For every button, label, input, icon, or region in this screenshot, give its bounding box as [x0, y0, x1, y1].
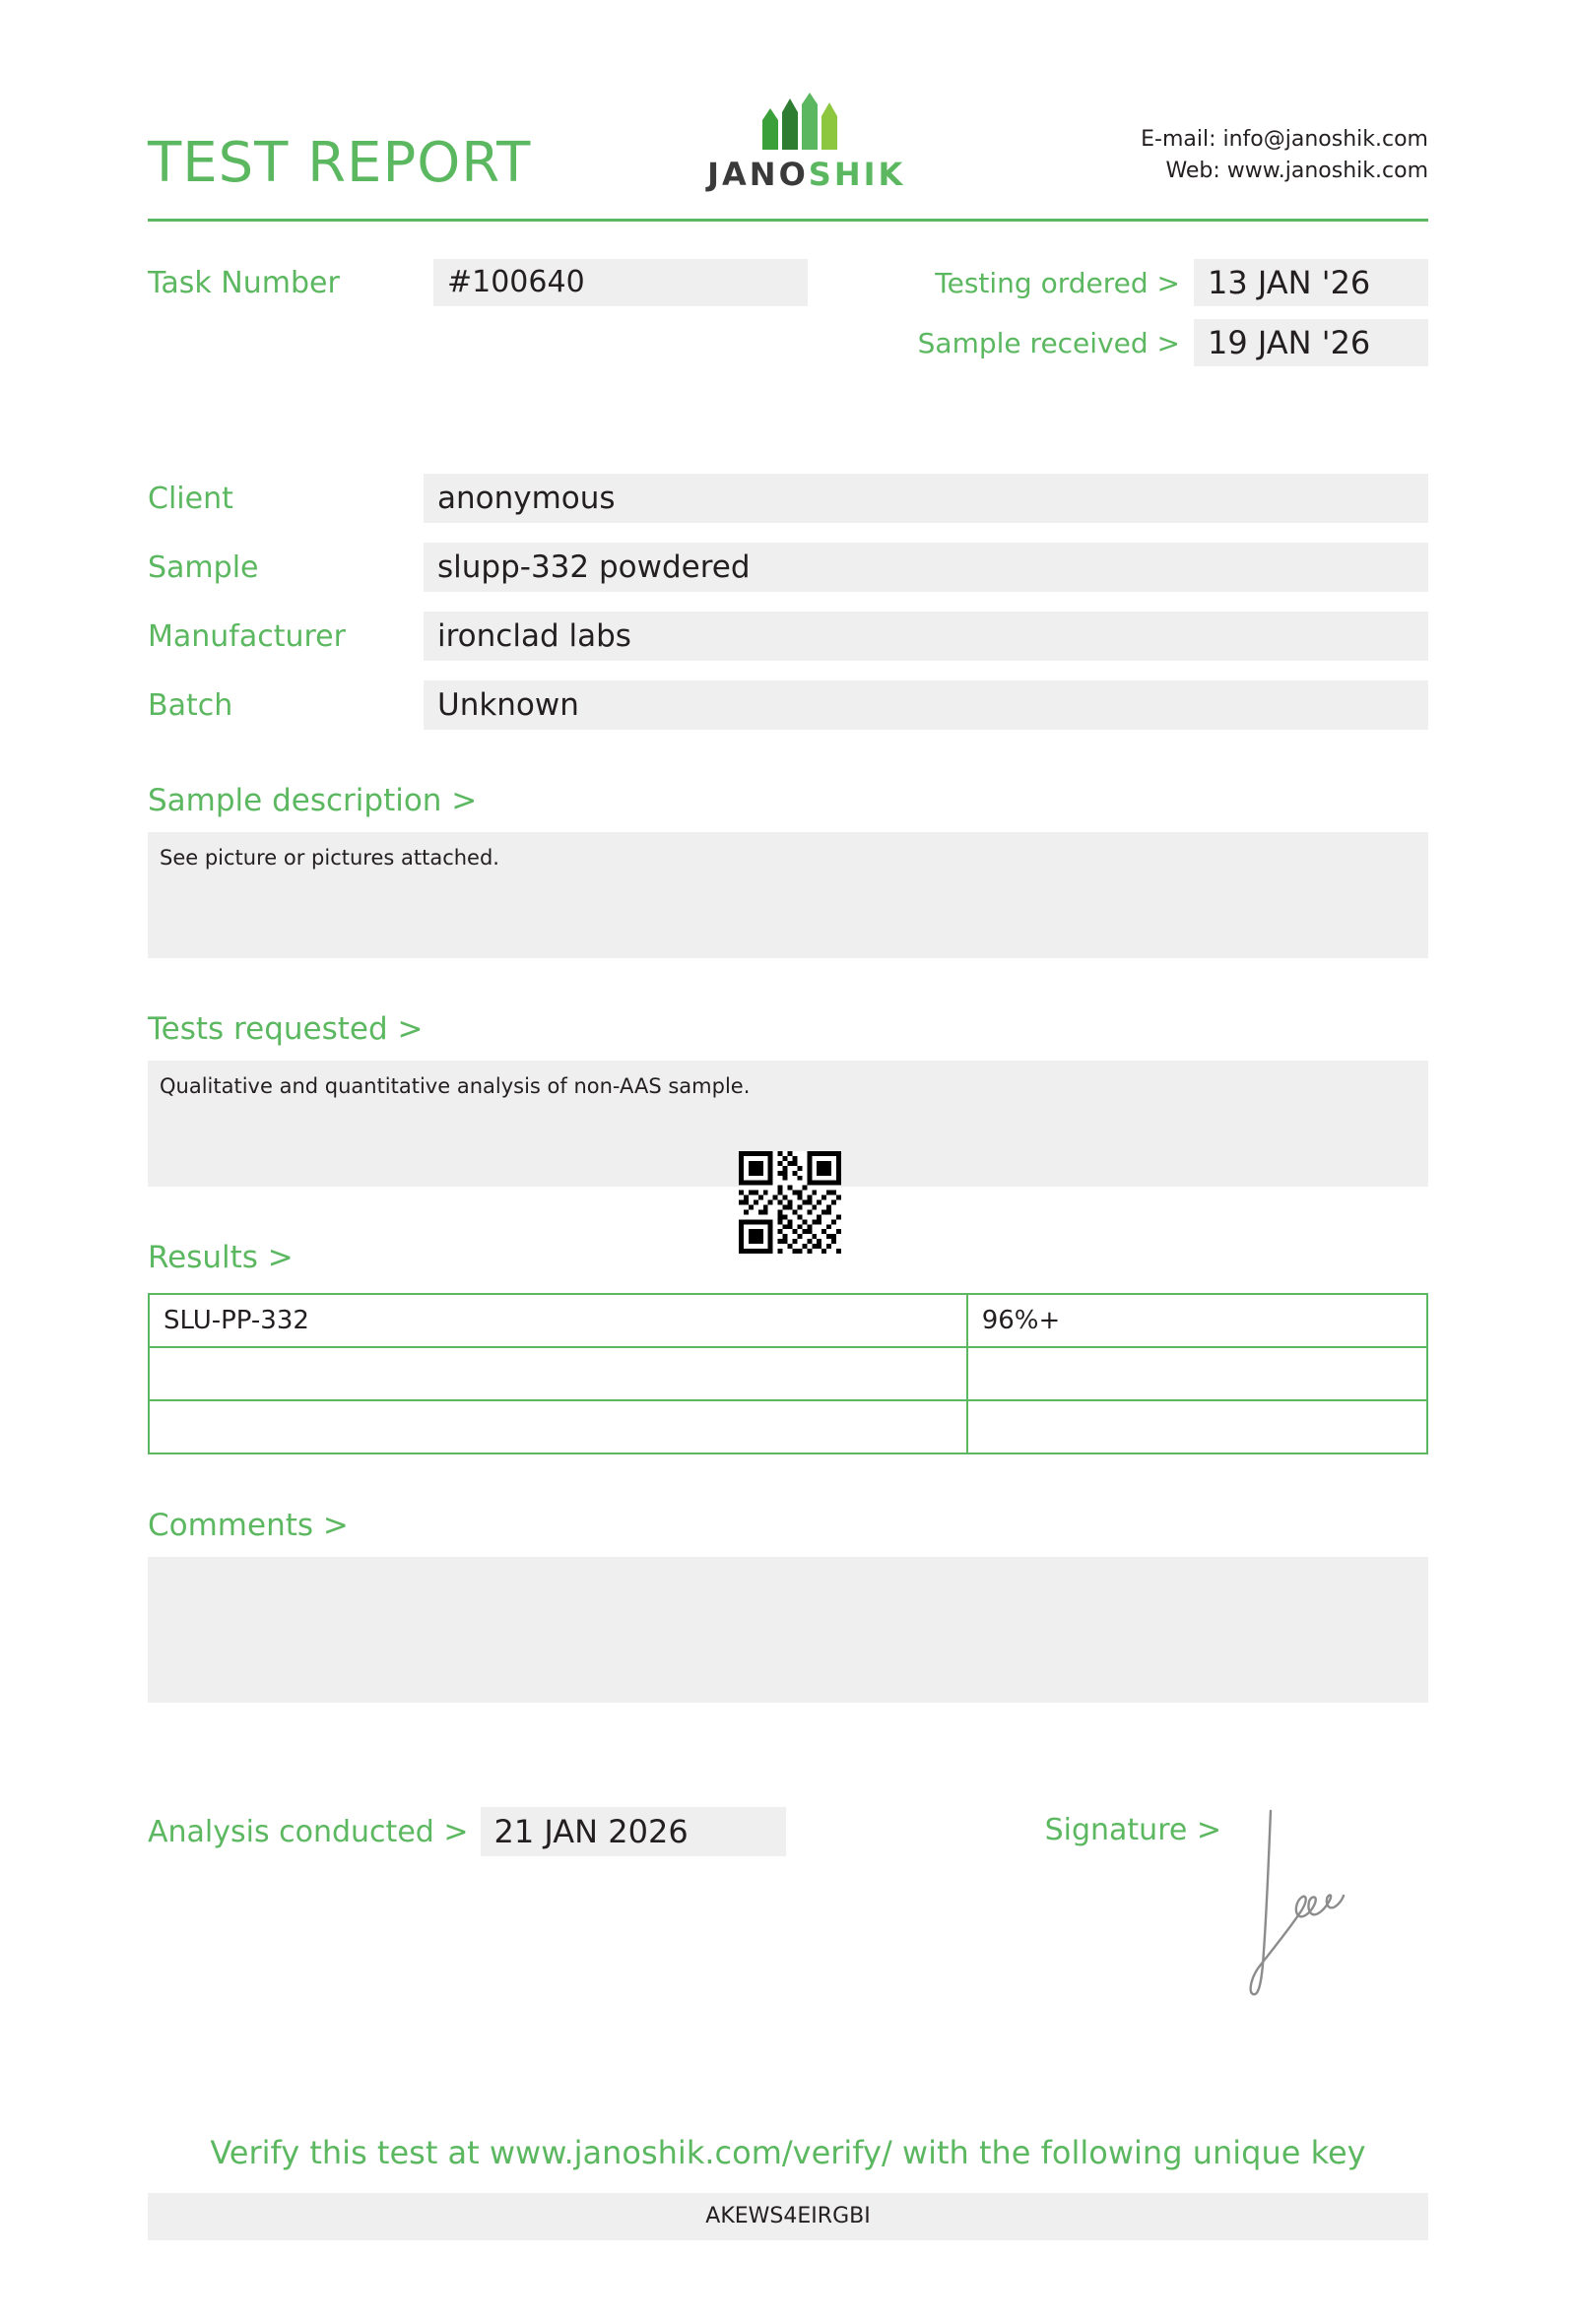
sample-received-label: Sample received >	[917, 326, 1180, 359]
client-value: anonymous	[424, 474, 1428, 523]
batch-label: Batch	[148, 687, 233, 723]
table-row	[149, 1294, 1427, 1347]
header-divider	[148, 219, 1428, 222]
task-number-label: Task Number	[148, 265, 340, 300]
qr-code-icon	[739, 1151, 841, 1254]
footer-row	[148, 1807, 1428, 2004]
tests-requested-box: Qualitative and quantitative analysis of non-AAS sample.	[148, 1061, 1428, 1187]
report-header	[148, 0, 1428, 207]
testing-ordered-row	[918, 259, 1428, 306]
janoshik-logo	[707, 91, 905, 193]
result-value-1	[967, 1347, 1427, 1400]
results-title: Results >	[148, 1240, 294, 1275]
analysis-conducted-date: 21 JAN 2026	[481, 1807, 786, 1856]
page-title: TEST REPORT	[148, 131, 532, 195]
logo-mountain-icon	[753, 91, 861, 152]
contact-web: Web: www.janoshik.com	[1165, 159, 1428, 184]
testing-ordered-value: 13 JAN '26	[1194, 259, 1428, 306]
signature-icon	[1241, 1807, 1349, 2004]
results-table	[148, 1293, 1428, 1454]
info-row-client	[148, 474, 1428, 523]
batch-value: Unknown	[424, 680, 1428, 730]
sample-label: Sample	[148, 549, 259, 585]
info-fields	[148, 474, 1428, 730]
task-number-value: #100640	[433, 259, 808, 306]
contact-info	[1141, 124, 1428, 187]
manufacturer-value: ironclad labs	[424, 612, 1428, 661]
analysis-conducted-label: Analysis conducted >	[148, 1814, 469, 1849]
logo-wordmark	[707, 156, 905, 193]
date-group	[918, 259, 1428, 379]
info-row-batch	[148, 680, 1428, 730]
sample-value: slupp-332 powdered	[424, 543, 1428, 592]
unique-key: AKEWS4EIRGBI	[148, 2193, 1428, 2240]
signature-label: Signature >	[1044, 1813, 1221, 1847]
comments-box	[148, 1557, 1428, 1703]
task-row	[148, 259, 1428, 379]
sample-description-title: Sample description >	[148, 783, 478, 818]
result-name-2	[149, 1400, 967, 1453]
sample-description-box: See picture or pictures attached.	[148, 832, 1428, 958]
table-row	[149, 1400, 1427, 1453]
info-row-sample	[148, 543, 1428, 592]
comments-title: Comments >	[148, 1508, 349, 1543]
info-row-manufacturer	[148, 612, 1428, 661]
logo-text-green: SHIK	[808, 156, 906, 193]
testing-ordered-label: Testing ordered >	[935, 266, 1180, 299]
signature-group	[1045, 1807, 1349, 2004]
result-name-0: SLU-PP-332	[149, 1294, 967, 1347]
logo-text-dark: JANO	[707, 156, 809, 193]
table-row	[149, 1347, 1427, 1400]
tests-requested-title: Tests requested >	[148, 1011, 424, 1047]
verify-text: Verify this test at www.janoshik.com/verify/ with the following unique key	[210, 2134, 1366, 2171]
manufacturer-label: Manufacturer	[148, 618, 346, 654]
analysis-conducted-group	[148, 1807, 786, 1856]
result-value-0: 96%+	[967, 1294, 1427, 1347]
contact-email: E-mail: info@janoshik.com	[1141, 127, 1428, 153]
results-header	[148, 1187, 1428, 1289]
task-number-group	[148, 259, 808, 306]
result-name-1	[149, 1347, 967, 1400]
sample-received-row	[918, 319, 1428, 366]
result-value-2	[967, 1400, 1427, 1453]
client-label: Client	[148, 481, 233, 516]
sample-received-value: 19 JAN '26	[1194, 319, 1428, 366]
